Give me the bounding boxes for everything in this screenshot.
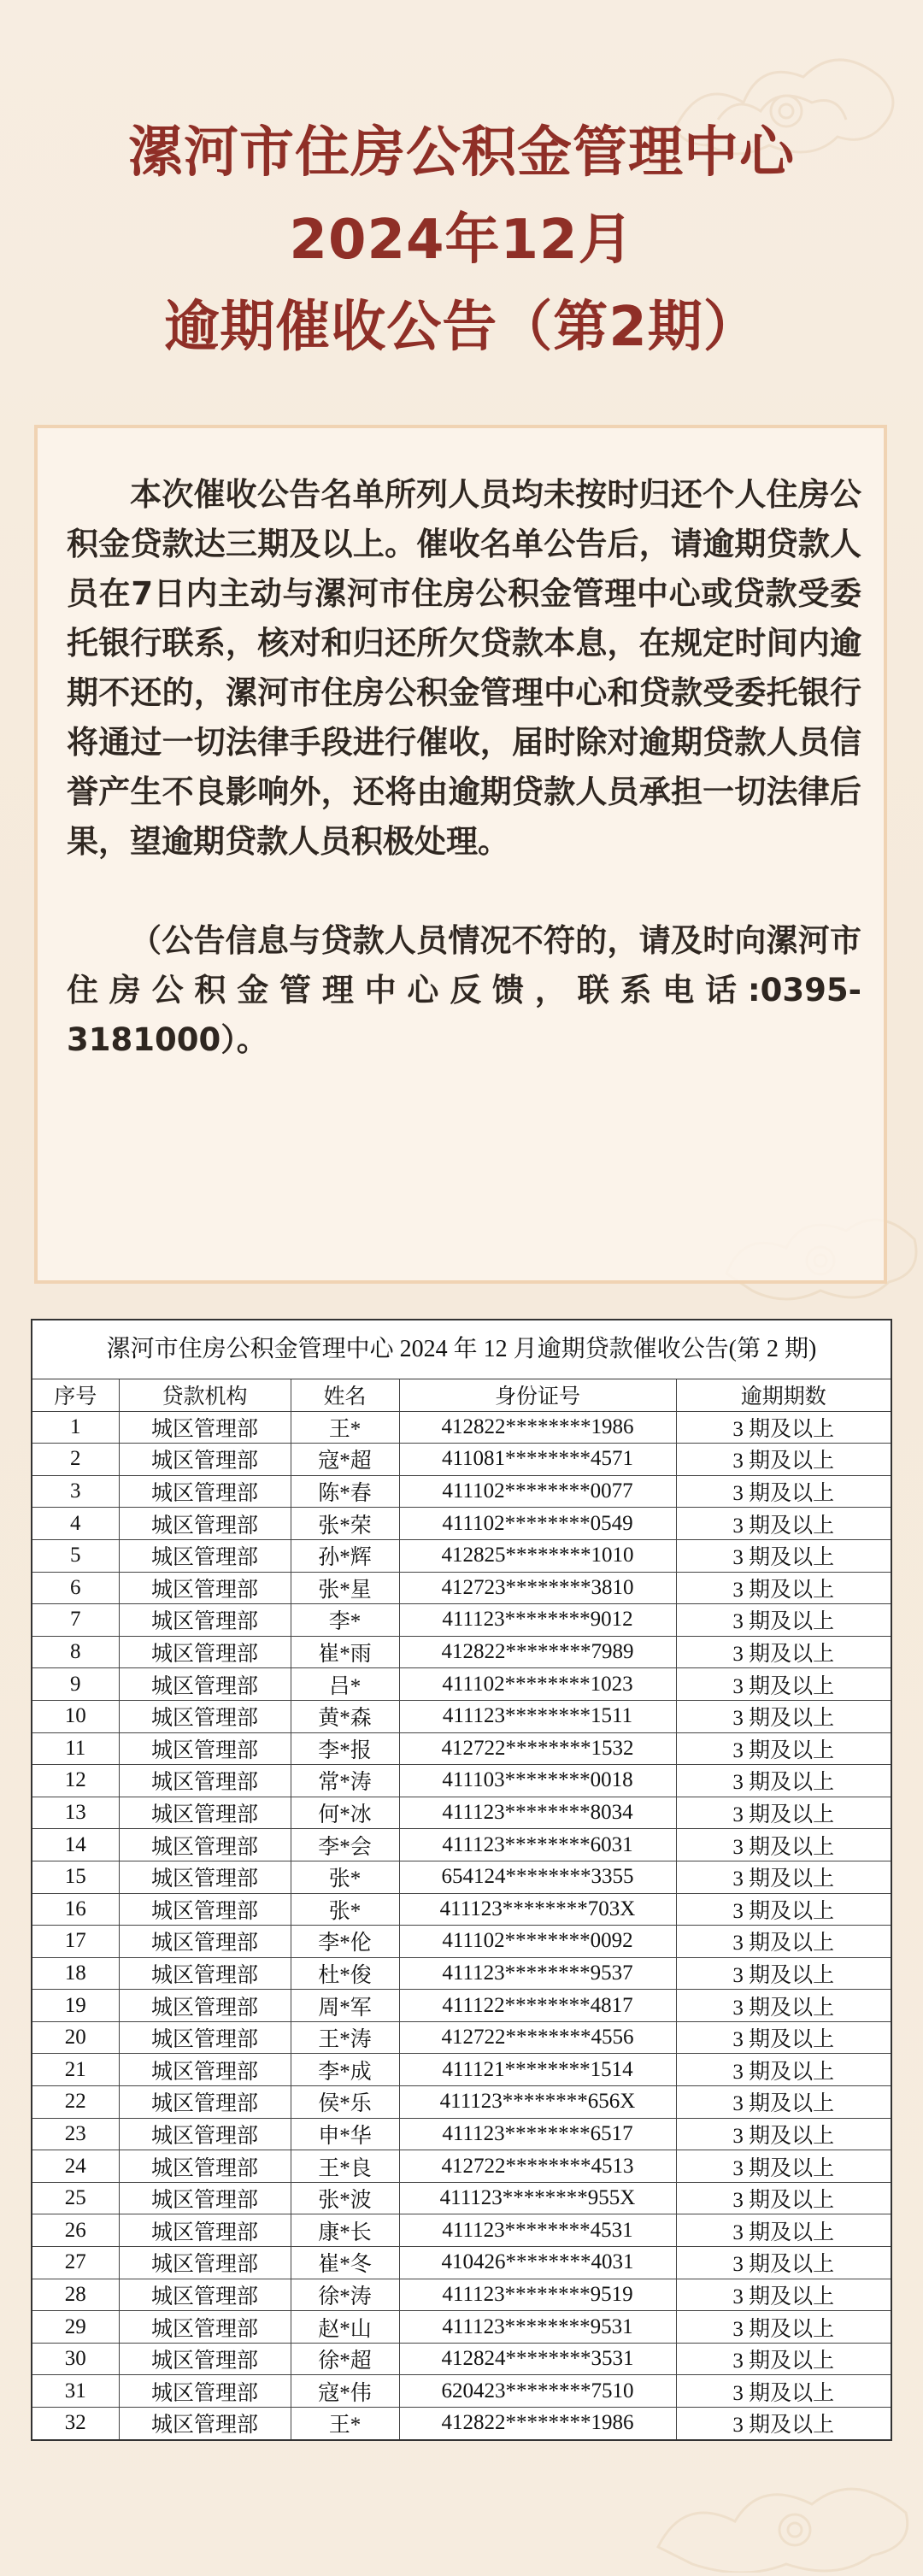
- cell-name: 张*荣: [291, 1508, 399, 1540]
- table-row: [32, 1668, 891, 1701]
- cell-name: 申*华: [291, 2118, 399, 2150]
- cell-overdue-periods: 3 期及以上: [676, 2118, 891, 2150]
- table-row: [32, 1444, 891, 1476]
- notice-paragraph-1: 本次催收公告名单所列人员均未按时归还个人住房公积金贷款达三期及以上。催收名单公告后，请逾期贷款人员在7日内主动与漯河市住房公积金管理中心或贷款受委托银行联系，核对和归还所欠贷款本息，在规定时间内逾期不还的，漯河市住房公积金管理中心和贷款受委托银行将通过一切法律手段进行催收，届时除对逾期贷款人员信誉产生不良影响外，还将由逾期贷款人员承担一切法律后果，望逾期贷款人员积极处理。: [67, 476, 861, 860]
- table-row: [32, 2150, 891, 2183]
- cell-institution: 城区管理部: [119, 2311, 291, 2344]
- cell-name: 王*: [291, 2408, 399, 2439]
- table-row: [32, 2311, 891, 2344]
- cell-institution: 城区管理部: [119, 2150, 291, 2183]
- cell-name: 张*: [291, 1861, 399, 1893]
- cell-index: 28: [32, 2279, 119, 2311]
- table-row: [32, 2214, 891, 2247]
- cell-index: 7: [32, 1604, 119, 1637]
- cell-overdue-periods: 3 期及以上: [676, 2086, 891, 2119]
- cell-name: 吕*: [291, 1668, 399, 1701]
- cell-name: 赵*山: [291, 2311, 399, 2344]
- cell-index: 23: [32, 2118, 119, 2150]
- cell-institution: 城区管理部: [119, 1797, 291, 1829]
- cell-name: 张*波: [291, 2182, 399, 2214]
- cell-overdue-periods: 3 期及以上: [676, 1636, 891, 1668]
- cell-index: 24: [32, 2150, 119, 2183]
- cell-index: 27: [32, 2247, 119, 2279]
- cell-index: 5: [32, 1539, 119, 1572]
- table-row: [32, 1508, 891, 1540]
- table-row: [32, 2279, 891, 2311]
- cell-overdue-periods: 3 期及以上: [676, 2311, 891, 2344]
- cell-institution: 城区管理部: [119, 1990, 291, 2022]
- cell-name: 杜*俊: [291, 1957, 399, 1990]
- cell-name: 李*: [291, 1604, 399, 1637]
- cell-name: 徐*涛: [291, 2279, 399, 2311]
- table-row: [32, 1893, 891, 1926]
- cloud-ornament-bottom: [650, 2444, 923, 2573]
- cell-id-number: 411121********1514: [399, 2054, 676, 2086]
- cell-overdue-periods: 3 期及以上: [676, 1539, 891, 1572]
- cell-overdue-periods: 3 期及以上: [676, 1797, 891, 1829]
- cell-index: 6: [32, 1572, 119, 1604]
- cell-id-number: 411123********656X: [399, 2086, 676, 2119]
- cell-index: 4: [32, 1508, 119, 1540]
- cell-id-number: 411102********0092: [399, 1926, 676, 1958]
- table-row: [32, 1926, 891, 1958]
- cell-overdue-periods: 3 期及以上: [676, 1957, 891, 1990]
- cell-institution: 城区管理部: [119, 2247, 291, 2279]
- cell-overdue-periods: 3 期及以上: [676, 2214, 891, 2247]
- table-row: [32, 2343, 891, 2375]
- cell-id-number: 411122********4817: [399, 1990, 676, 2022]
- cell-id-number: 411123********4531: [399, 2214, 676, 2247]
- overdue-list-table: [32, 1379, 891, 2439]
- cell-overdue-periods: 3 期及以上: [676, 2054, 891, 2086]
- title-line-1: 漯河市住房公积金管理中心: [128, 121, 795, 185]
- cell-overdue-periods: 3 期及以上: [676, 1829, 891, 1861]
- overdue-table: [31, 1319, 892, 2441]
- cell-overdue-periods: 3 期及以上: [676, 1765, 891, 1797]
- cell-index: 9: [32, 1668, 119, 1701]
- cell-institution: 城区管理部: [119, 1893, 291, 1926]
- table-row: [32, 1957, 891, 1990]
- header-id-number: 身份证号: [399, 1379, 676, 1411]
- cell-name: 张*星: [291, 1572, 399, 1604]
- cell-id-number: 412722********4513: [399, 2150, 676, 2183]
- table-row: [32, 2021, 891, 2054]
- cell-institution: 城区管理部: [119, 1700, 291, 1732]
- cell-name: 陈*春: [291, 1475, 399, 1508]
- cell-index: 17: [32, 1926, 119, 1958]
- page-title: [0, 109, 923, 371]
- cell-id-number: 620423********7510: [399, 2375, 676, 2408]
- cell-id-number: 412822********1986: [399, 1411, 676, 1444]
- cell-name: 崔*雨: [291, 1636, 399, 1668]
- cell-id-number: 411123********6031: [399, 1829, 676, 1861]
- cell-name: 周*军: [291, 1990, 399, 2022]
- cell-name: 黄*森: [291, 1700, 399, 1732]
- cell-name: 王*: [291, 1411, 399, 1444]
- cell-institution: 城区管理部: [119, 2375, 291, 2408]
- cell-overdue-periods: 3 期及以上: [676, 1668, 891, 1701]
- table-row: [32, 2247, 891, 2279]
- cell-name: 李*报: [291, 1732, 399, 1765]
- cell-index: 8: [32, 1636, 119, 1668]
- cell-overdue-periods: 3 期及以上: [676, 1604, 891, 1637]
- cell-name: 康*长: [291, 2214, 399, 2247]
- table-row: [32, 2408, 891, 2439]
- cell-institution: 城区管理部: [119, 2021, 291, 2054]
- header-index: 序号: [32, 1379, 119, 1411]
- table-body: [32, 1411, 891, 2439]
- table-row: [32, 1732, 891, 1765]
- cell-institution: 城区管理部: [119, 1572, 291, 1604]
- table-row: [32, 1636, 891, 1668]
- cell-index: 25: [32, 2182, 119, 2214]
- cell-overdue-periods: 3 期及以上: [676, 1508, 891, 1540]
- cell-id-number: 411102********0077: [399, 1475, 676, 1508]
- cell-id-number: 411123********8034: [399, 1797, 676, 1829]
- cell-overdue-periods: 3 期及以上: [676, 1444, 891, 1476]
- cell-id-number: 412825********1010: [399, 1539, 676, 1572]
- cell-name: 李*成: [291, 2054, 399, 2086]
- cell-name: 王*涛: [291, 2021, 399, 2054]
- table-row: [32, 1604, 891, 1637]
- cell-overdue-periods: 3 期及以上: [676, 1990, 891, 2022]
- cell-institution: 城区管理部: [119, 2118, 291, 2150]
- cell-overdue-periods: 3 期及以上: [676, 2408, 891, 2439]
- cell-id-number: 412822********7989: [399, 1636, 676, 1668]
- cell-institution: 城区管理部: [119, 2214, 291, 2247]
- cell-id-number: 411081********4571: [399, 1444, 676, 1476]
- cell-institution: 城区管理部: [119, 1926, 291, 1958]
- cell-index: 3: [32, 1475, 119, 1508]
- table-row: [32, 1572, 891, 1604]
- table-row: [32, 1797, 891, 1829]
- header-name: 姓名: [291, 1379, 399, 1411]
- cell-id-number: 411123********9012: [399, 1604, 676, 1637]
- cell-institution: 城区管理部: [119, 1411, 291, 1444]
- cell-id-number: 411123********6517: [399, 2118, 676, 2150]
- cell-index: 13: [32, 1797, 119, 1829]
- cell-index: 20: [32, 2021, 119, 2054]
- cell-id-number: 411123********9519: [399, 2279, 676, 2311]
- cell-institution: 城区管理部: [119, 1604, 291, 1637]
- cell-institution: 城区管理部: [119, 1829, 291, 1861]
- cell-overdue-periods: 3 期及以上: [676, 1732, 891, 1765]
- table-title: 漯河市住房公积金管理中心 2024 年 12 月逾期贷款催收公告(第 2 期): [32, 1320, 891, 1379]
- cell-institution: 城区管理部: [119, 2408, 291, 2439]
- cell-institution: 城区管理部: [119, 1668, 291, 1701]
- cell-overdue-periods: 3 期及以上: [676, 1861, 891, 1893]
- cell-index: 30: [32, 2343, 119, 2375]
- cell-institution: 城区管理部: [119, 2343, 291, 2375]
- cell-institution: 城区管理部: [119, 1957, 291, 1990]
- cell-index: 11: [32, 1732, 119, 1765]
- cell-id-number: 410426********4031: [399, 2247, 676, 2279]
- cell-overdue-periods: 3 期及以上: [676, 2375, 891, 2408]
- cell-institution: 城区管理部: [119, 1508, 291, 1540]
- cell-index: 26: [32, 2214, 119, 2247]
- table-row: [32, 2375, 891, 2408]
- table-row: [32, 2118, 891, 2150]
- cell-institution: 城区管理部: [119, 1475, 291, 1508]
- cell-overdue-periods: 3 期及以上: [676, 1411, 891, 1444]
- cell-institution: 城区管理部: [119, 1765, 291, 1797]
- cell-overdue-periods: 3 期及以上: [676, 1572, 891, 1604]
- cell-institution: 城区管理部: [119, 2086, 291, 2119]
- cell-name: 孙*辉: [291, 1539, 399, 1572]
- cell-id-number: 654124********3355: [399, 1861, 676, 1893]
- cell-name: 李*伦: [291, 1926, 399, 1958]
- cell-overdue-periods: 3 期及以上: [676, 1893, 891, 1926]
- cell-id-number: 411123********1511: [399, 1700, 676, 1732]
- cell-index: 18: [32, 1957, 119, 1990]
- cell-index: 21: [32, 2054, 119, 2086]
- notice-paragraph-2: （公告信息与贷款人员情况不符的，请及时向漯河市住房公积金管理中心反馈，联系电话:0395-3181000）。: [67, 922, 861, 1058]
- header-institution: 贷款机构: [119, 1379, 291, 1411]
- cell-index: 19: [32, 1990, 119, 2022]
- cell-index: 12: [32, 1765, 119, 1797]
- cell-index: 31: [32, 2375, 119, 2408]
- cell-id-number: 412822********1986: [399, 2408, 676, 2439]
- cell-id-number: 412722********4556: [399, 2021, 676, 2054]
- cell-index: 1: [32, 1411, 119, 1444]
- cell-overdue-periods: 3 期及以上: [676, 1700, 891, 1732]
- cell-overdue-periods: 3 期及以上: [676, 2150, 891, 2183]
- cell-name: 寇*伟: [291, 2375, 399, 2408]
- cell-id-number: 411102********1023: [399, 1668, 676, 1701]
- title-line-2: 2024年12月: [289, 209, 634, 272]
- cell-id-number: 411123********955X: [399, 2182, 676, 2214]
- cell-index: 15: [32, 1861, 119, 1893]
- cell-index: 22: [32, 2086, 119, 2119]
- cell-institution: 城区管理部: [119, 2182, 291, 2214]
- table-row: [32, 1411, 891, 1444]
- cell-index: 10: [32, 1700, 119, 1732]
- cell-name: 崔*冬: [291, 2247, 399, 2279]
- cell-name: 李*会: [291, 1829, 399, 1861]
- cell-overdue-periods: 3 期及以上: [676, 2247, 891, 2279]
- notice-text: [67, 470, 861, 1065]
- table-row: [32, 2182, 891, 2214]
- table-row: [32, 1990, 891, 2022]
- cell-id-number: 412824********3531: [399, 2343, 676, 2375]
- cell-overdue-periods: 3 期及以上: [676, 2182, 891, 2214]
- table-row: [32, 1829, 891, 1861]
- cell-index: 2: [32, 1444, 119, 1476]
- cell-index: 16: [32, 1893, 119, 1926]
- table-row: [32, 1539, 891, 1572]
- title-line-3: 逾期催收公告（第2期）: [164, 296, 759, 359]
- cell-id-number: 411123********9531: [399, 2311, 676, 2344]
- cell-id-number: 412722********1532: [399, 1732, 676, 1765]
- cell-name: 张*: [291, 1893, 399, 1926]
- table-row: [32, 1861, 891, 1893]
- cell-overdue-periods: 3 期及以上: [676, 2279, 891, 2311]
- cell-institution: 城区管理部: [119, 1444, 291, 1476]
- cell-institution: 城区管理部: [119, 1539, 291, 1572]
- cell-institution: 城区管理部: [119, 2054, 291, 2086]
- table-row: [32, 1765, 891, 1797]
- cell-index: 29: [32, 2311, 119, 2344]
- cell-overdue-periods: 3 期及以上: [676, 1926, 891, 1958]
- cell-institution: 城区管理部: [119, 1636, 291, 1668]
- cell-institution: 城区管理部: [119, 2279, 291, 2311]
- cell-institution: 城区管理部: [119, 1861, 291, 1893]
- cell-id-number: 411123********703X: [399, 1893, 676, 1926]
- cell-name: 常*涛: [291, 1765, 399, 1797]
- cell-overdue-periods: 3 期及以上: [676, 1475, 891, 1508]
- cell-name: 侯*乐: [291, 2086, 399, 2119]
- cell-id-number: 412723********3810: [399, 1572, 676, 1604]
- header-overdue-periods: 逾期期数: [676, 1379, 891, 1411]
- cell-overdue-periods: 3 期及以上: [676, 2343, 891, 2375]
- cell-index: 32: [32, 2408, 119, 2439]
- cell-name: 何*冰: [291, 1797, 399, 1829]
- table-row: [32, 1475, 891, 1508]
- cell-id-number: 411102********0549: [399, 1508, 676, 1540]
- cell-id-number: 411123********9537: [399, 1957, 676, 1990]
- cell-name: 寇*超: [291, 1444, 399, 1476]
- cell-institution: 城区管理部: [119, 1732, 291, 1765]
- cell-index: 14: [32, 1829, 119, 1861]
- table-header-row: [32, 1379, 891, 1411]
- cell-overdue-periods: 3 期及以上: [676, 2021, 891, 2054]
- table-row: [32, 1700, 891, 1732]
- cell-name: 徐*超: [291, 2343, 399, 2375]
- cell-name: 王*良: [291, 2150, 399, 2183]
- cell-id-number: 411103********0018: [399, 1765, 676, 1797]
- table-row: [32, 2086, 891, 2119]
- table-row: [32, 2054, 891, 2086]
